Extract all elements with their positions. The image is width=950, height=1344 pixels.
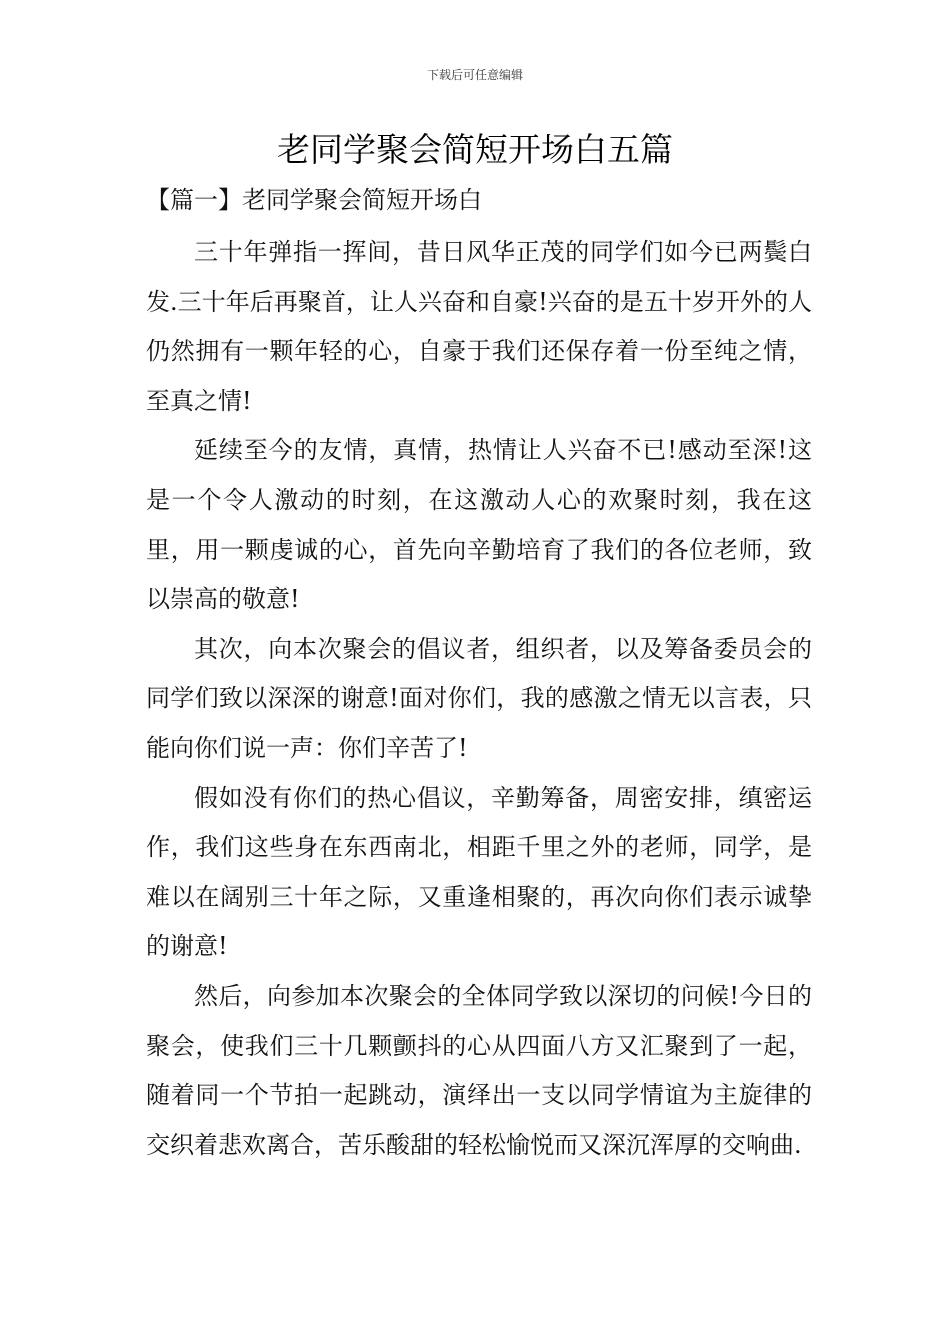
document-body (146, 228, 812, 1170)
paragraph-5: 然后，向参加本次聚会的全体同学致以深切的问候!今日的聚会，使我们三十几颗颤抖的心从四面八方又汇聚到了一起，随着同一个节拍一起跳动，演绎出一支以同学情谊为主旋律的交织着悲欢离合，苦乐酸甜的轻松愉悦而又深沉浑厚的交响曲. (146, 981, 812, 1159)
paragraph-4: 假如没有你们的热心倡议，辛勤筹备，周密安排，缜密运作，我们这些身在东西南北，相距千里之外的老师，同学，是难以在阔别三十年之际，又重逢相聚的，再次向你们表示诚挚的谢意! (146, 783, 812, 961)
paragraph-2: 延续至今的友情，真情，热情让人兴奋不已!感动至深!这是一个令人激动的时刻，在这激动人心的欢聚时刻，我在这里，用一颗虔诚的心，首先向辛勤培育了我们的各位老师，致以崇高的敬意! (146, 436, 812, 614)
paragraph-3: 其次，向本次聚会的倡议者，组织者，以及筹备委员会的同学们致以深深的谢意!面对你们，我的感激之情无以言表，只能向你们说一声：你们辛苦了! (146, 634, 812, 762)
header-note: 下载后可任意编辑 (426, 68, 523, 82)
paragraph-1: 三十年弹指一挥间，昔日风华正茂的同学们如今已两鬓白发.三十年后再聚首，让人兴奋和自豪!兴奋的是五十岁开外的人仍然拥有一颗年轻的心，自豪于我们还保存着一份至纯之情，至真之情! (146, 238, 812, 415)
section-heading: 【篇一】老同学聚会简短开场白 (146, 186, 482, 214)
document-title: 老同学聚会简短开场白五篇 (277, 130, 673, 169)
